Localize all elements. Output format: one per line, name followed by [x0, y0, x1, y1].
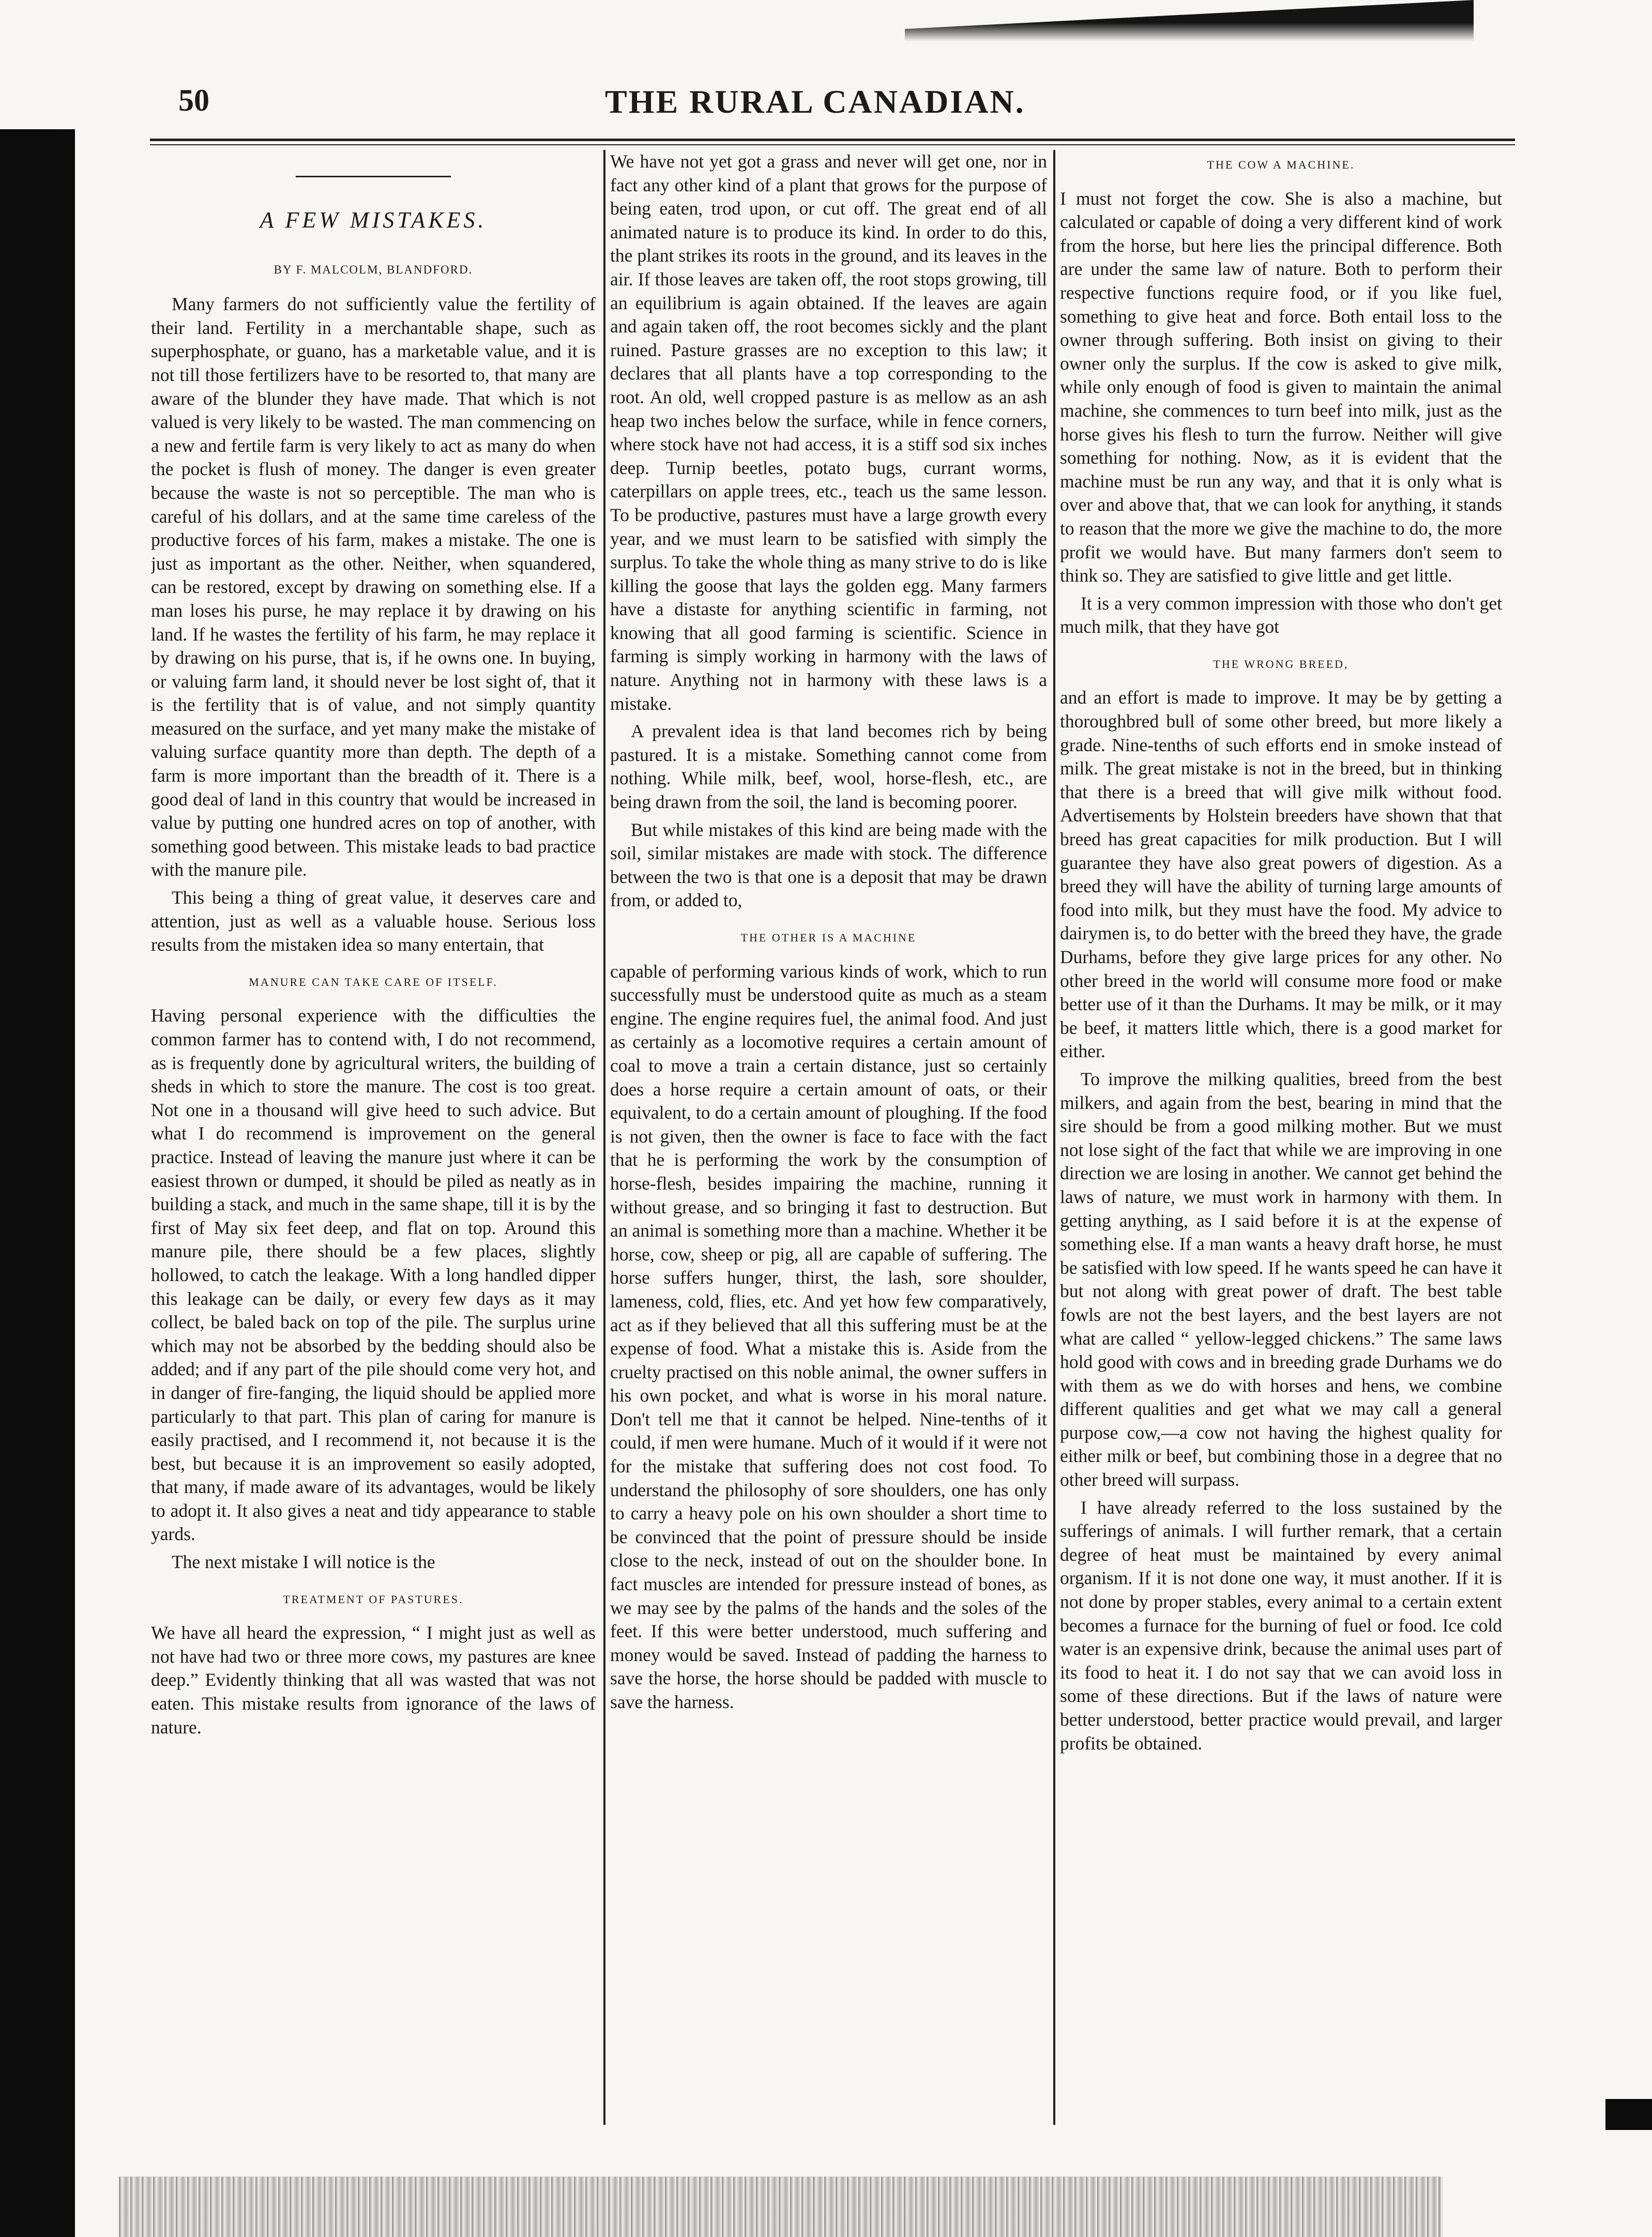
scan-bottom-edge — [119, 2177, 1443, 2237]
column-2 — [610, 150, 1047, 2130]
page-number: 50 — [178, 83, 209, 117]
paragraph: It is a very common impression with those who don't get much milk, that they have got — [1060, 592, 1502, 637]
paragraph: This being a thing of great value, it deserves care and attention, just as well as a valuable house. Serious loss results from the mistaken idea so many entertain, that — [151, 887, 596, 955]
article-title: A FEW MISTAKES. — [260, 207, 487, 233]
column-divider — [603, 150, 605, 2125]
paragraph: Many farmers do not sufficiently value the fertility of their land. Fertility in a merchantable shape, such as superphosphate, or guano, has a marketable value, and it is not till those fertilizers have to be resorted to, that many are aware of the blunder they have made. That which is not valued is very likely to be wasted. The man commencing on a new and fertile farm is very likely to act as many do when the pocket is flush of money. The danger is even greater because the waste is not so perceptible. The man who is careful of his dollars, and at the same time careless of the productive forces of his farm, makes a mistake. The one is just as important as the other. Neither, when squandered, can be restored, except by drawing on something else. If a man loses his purse, he may replace it by drawing on his land. If he wastes the fertility of his farm, he may replace it by drawing on his purse, that is, if he owns one. In buying, or valuing farm land, it should never be lost sight of, that it is the fertility that is of value, and not simply quantity measured on the surface, and yet many make the mistake of valuing surface quantity more than depth. The depth of a farm is more important than the breadth of it. There is a good deal of land in this country that would be increased in value by putting one hundred acres on top of another, with something good between. This mistake leads to bad practice with the manure pile. — [151, 294, 596, 880]
title-rule — [296, 176, 451, 177]
paragraph: I must not forget the cow. She is also a machine, but calculated or capable of doing a very different kind of work from the horse, but here lies the principal difference. Both are under the same law of nature. Both to perform their respective functions require food, or if you like fuel, something to give heat and force. Both entail loss to the owner through suffering. Both insist on giving to their owner only the surplus. If the cow is asked to give milk, while only enough of food is given to maintain the animal machine, she commences to turn beef into milk, just as the horse gives his flesh to turn the furrow. Neither will give something for nothing. Now, as it is evident that the machine must be run any way, and that it is only what is over and above that, that we can look for anything, it stands to reason that the more we give the machine to do, the more profit we would have. But many farmers don't seem to think so. They are satisfied to give little and get little. — [1060, 188, 1502, 586]
column-3 — [1060, 150, 1502, 2130]
paragraph: capable of performing various kinds of work, which to run successfully must be understood quite as much as a steam engine. The engine requires fuel, the animal food. And just as certainly as a locomotive requires a certain amount of coal to move a train a certain distance, just so certainly does a horse require a certain amount of oats, or their equivalent, to do a certain amount of ploughing. If the food is not given, then the owner is face to face with the fact that he is performing the work by the consumption of horse-flesh, besides impairing the machine, running it without grease, and so bringing it fast to destruction. But an animal is something more than a machine. Whether it be horse, cow, sheep or pig, all are capable of suffering. The horse suffers hunger, thirst, the lash, sore shoulder, lameness, cold, flies, etc. And yet how few comparatively, act as if they believed that all this suffering must be at the expense of food. What a mistake this is. Aside from the cruelty practised on this noble animal, the owner suffers in his own pocket, and what is worse in his moral nature. Don't tell me that it cannot be helped. Nine-tenths of it could, if men were humane. Much of it would if it were not for the mistake that suffering does not cost food. To understand the philosophy of sore shoulders, one has only to carry a heavy pole on his own shoulder a short time to be convinced that the point of pressure should be inside close to the neck, instead of out on the shoulder bone. In fact muscles are intended for pressure instead of bones, as we may see by the palms of the hands and the soles of the feet. If this were better understood, much suffering and money would be saved. Instead of padding the harness to save the horse, the horse should be padded with muscle to save the harness. — [610, 961, 1047, 1712]
paragraph: We have not yet got a grass and never will get one, nor in fact any other kind of a plant that grows for the purpose of being eaten, trod upon, or cut off. The great end of all animated nature is to produce its kind. In order to do this, the plant strikes its roots in the ground, and its leaves in the air. If those leaves are taken off, the root stops growing, till an equilibrium is again obtained. If the leaves are again and again taken off, the root becomes sickly and the plant ruined. Pasture grasses are no exception to this law; it declares that all plants have a top corresponding to the root. An old, well cropped pasture is as mellow as an ash heap two inches below the surface, while in fence corners, where stock have not had access, it is a stiff sod six inches deep. Turnip beetles, potato bugs, currant worms, caterpillars on apple trees, etc., teach us the same lesson. To be productive, pastures must have a large growth every year, and we must learn to be satisfied with simply the surplus. To take the whole thing as many strive to do is like killing the goose that lays the golden egg. Many farmers have a distaste for anything scientific in farming, not knowing that all good farming is scientific. Science in farming is simply working in harmony with the laws of nature. Anything not in harmony with these laws is a mistake. — [610, 151, 1047, 714]
paragraph: Having personal experience with the difficulties the common farmer has to contend with, I do not recommend, as is frequently done by agricultural writers, the building of sheds in which to store the manure. The cost is too great. Not one in a thousand will give heed to such advice. But what I do recommend is improvement on the general practice. Instead of leaving the manure just where it can be easiest thrown or dumped, it should be piled as neatly as in building a stack, and much in the same shape, till it is by the first of May six feet deep, and flat on top. Around this manure pile, there should be a few places, slightly hollowed, to catch the leakage. With a long handled dipper this leakage can be daily, or every few days as it may collect, be baled back on top of the pile. The surplus urine which may not be absorbed by the bedding should also be added; and if any part of the pile should come very hot, and in danger of fire-fanging, the liquid should be applied more particularly to that part. This plan of caring for manure is easily practised, and I recommend it, not because it is the best, but because it is an improvement so easily adopted, that many, if made aware of its advantages, would be likely to adopt it. It also gives a neat and tidy appearance to stable yards. — [151, 1005, 596, 1545]
scan-binding-shadow — [0, 129, 75, 2237]
paragraph: I have already referred to the loss sustained by the sufferings of animals. I will further remark, that a certain degree of heat must be maintained by every animal organism. If it is not done one way, it must another. If it is not done by proper stables, every animal to a certain extent becomes a furnace for the burning of fuel or food. Ice cold water is an expensive drink, because the animal uses part of its food to heat it. I do not say that we can avoid loss in some of these directions. But if the laws of nature were better understood, better practice would prevail, and larger profits be obtained. — [1060, 1497, 1502, 1754]
scan-edge-artifact — [905, 0, 1474, 41]
header-rule — [150, 139, 1515, 145]
paragraph: But while mistakes of this kind are being made with the soil, similar mistakes are made with stock. The difference between the two is that one is a deposit that may be drawn from, or added to, — [610, 819, 1047, 911]
column-1 — [151, 150, 596, 2130]
scan-corner-artifact — [1605, 2099, 1652, 2130]
paragraph: We have all heard the expression, “ I might just as well as not have had two or three more cows, my pastures are knee deep.” Evidently thinking that all was wasted that was not eaten. This mistake results from ignorance of the laws of nature. — [151, 1622, 596, 1738]
masthead-title: THE RURAL CANADIAN. — [605, 83, 1025, 120]
article-byline: BY F. MALCOLM, BLANDFORD. — [274, 263, 473, 276]
paragraph: The next mistake I will notice is the — [172, 1551, 435, 1573]
subheading: THE WRONG BREED, — [1213, 657, 1349, 671]
subheading: TREATMENT OF PASTURES. — [283, 1592, 464, 1606]
paragraph: To improve the milking qualities, breed from the best milkers, and again from the best, bearing in mind that the sire should be from a good milking mother. But we must not lose sight of the fact that while we are improving in one direction we are losing in another. We cannot get behind the laws of nature, we must work in harmony with them. In getting anything, as I said before it is at the expense of something else. If a man wants a heavy draft horse, he must be satisfied with low speed. If he wants speed he can have it but not along with great power of draft. The best table fowls are not the best layers, and the best layers are not what are called “ yellow-legged chickens.” The same laws hold good with cows and in breeding grade Durhams we do with them as we do with horses and hens, we combine different qualities and get what we may call a general purpose cow,—a cow not having the highest quality for either milk or beef, but combining those in a degree that no other breed will surpass. — [1060, 1068, 1502, 1490]
column-divider — [1053, 150, 1055, 2125]
subheading: THE OTHER IS A MACHINE — [740, 931, 917, 944]
subheading: MANURE CAN TAKE CARE OF ITSELF. — [249, 975, 498, 988]
paragraph: and an effort is made to improve. It may be by getting a thoroughbred bull of some other breed, but more likely a grade. Nine-tenths of such efforts end in smoke instead of milk. The great mistake is not in the breed, but in thinking that there is a breed that will give milk without food. Advertisements by Holstein breeders have shown that that breed has great capacities for milk production. But I will guarantee they have also great powers of digestion. As a breed they will have the ability of turning large amounts of food into milk, but they must have the food. My advice to dairymen is, to do better with the breed they have, the grade Durhams, before they give large prices for any other. No other breed in the world will consume more food or make better use of it than the Durhams. It may be milk, or it may be beef, it matters little which, there is a good market for either. — [1060, 687, 1502, 1062]
paragraph: A prevalent idea is that land becomes rich by being pastured. It is a mistake. Something cannot come from nothing. While milk, beef, wool, horse-flesh, etc., are being drawn from the soil, the land is becoming poorer. — [610, 721, 1047, 813]
subheading: THE COW A MACHINE. — [1207, 158, 1355, 171]
